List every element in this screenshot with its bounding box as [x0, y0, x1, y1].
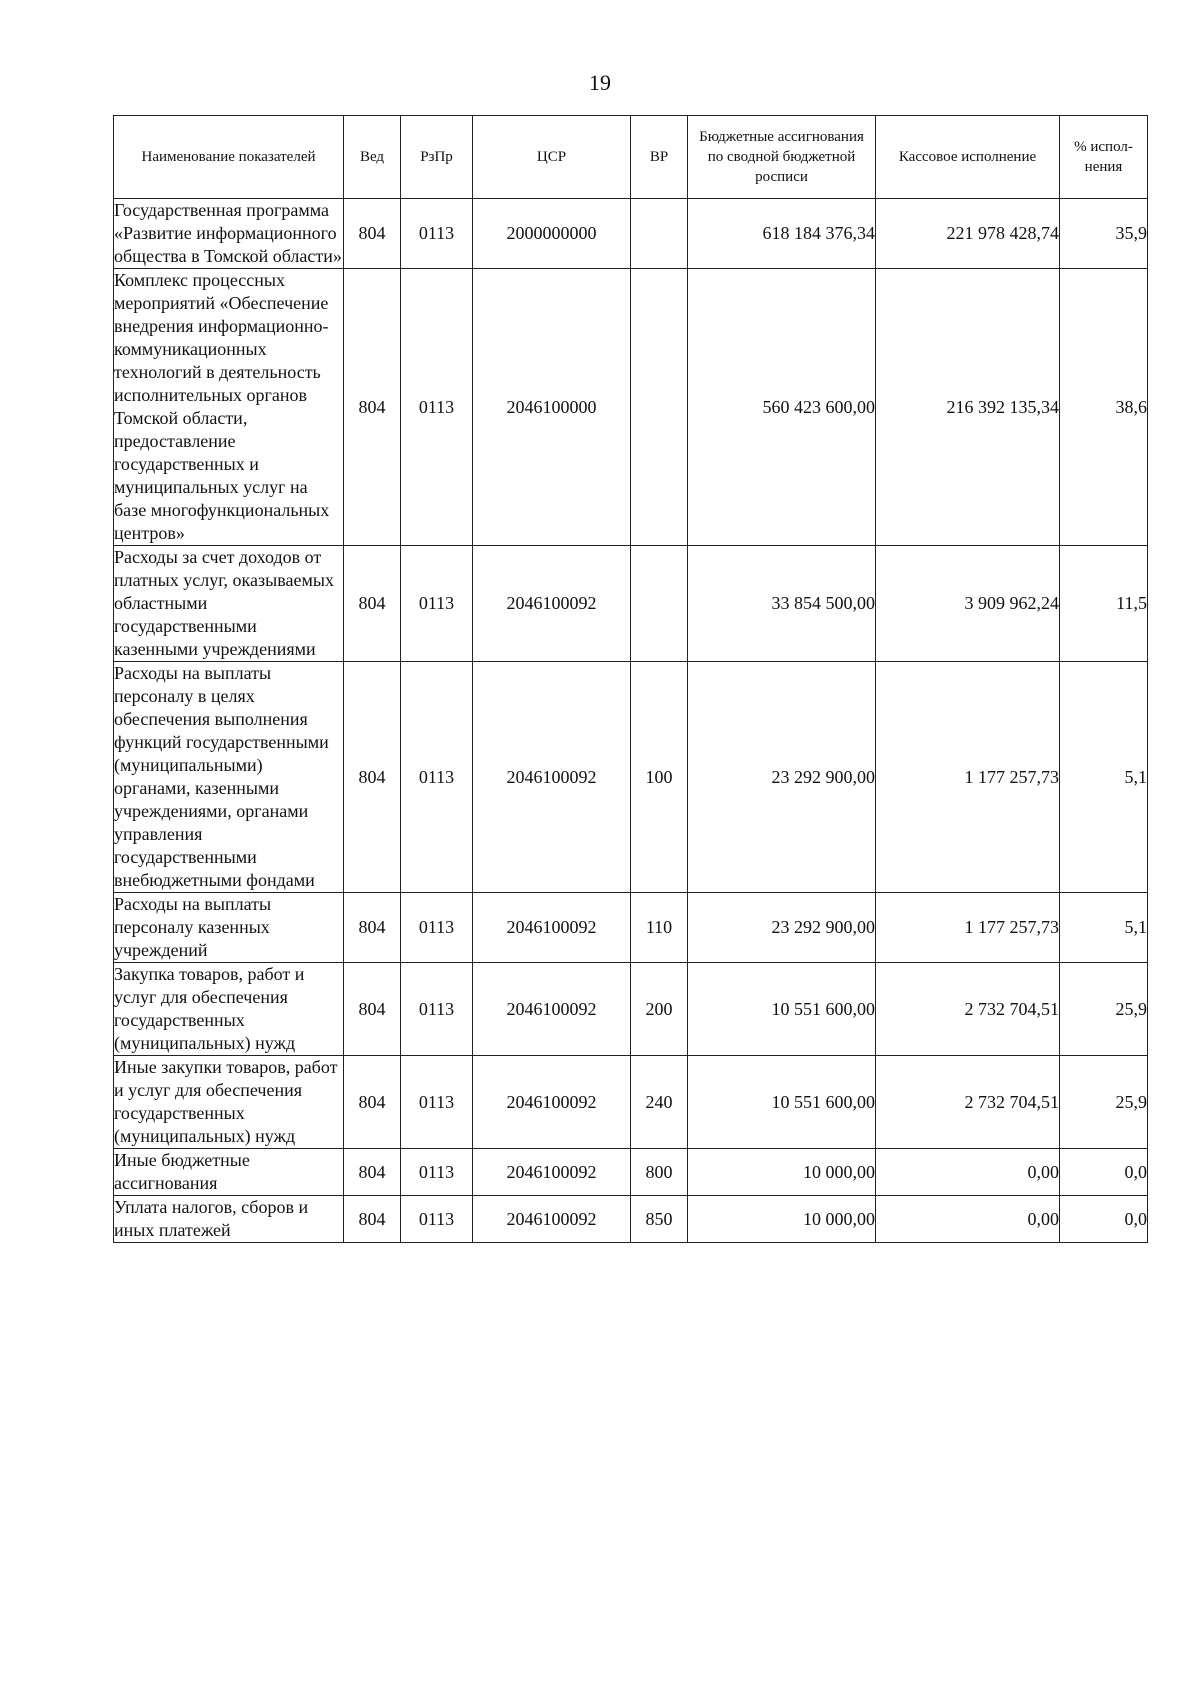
table-row [114, 1196, 1148, 1243]
row-name: Расходы на выплаты персоналу в целях обеспечения выполнения функций государственными (муниципальными) органами, казенными учреждениями, органами управления государственными внебюджетными фондами [114, 662, 344, 893]
page-number: 19 [589, 70, 611, 95]
row-ved: 804 [344, 546, 401, 662]
row-vr: 200 [631, 963, 688, 1056]
budget-execution-table [113, 115, 1148, 1243]
row-name: Уплата налогов, сборов и иных платежей [114, 1196, 344, 1243]
row-vr: 800 [631, 1149, 688, 1196]
row-rzpr: 0113 [401, 546, 473, 662]
row-percent: 25,9 [1060, 1056, 1148, 1149]
row-name: Иные закупки товаров, работ и услуг для обеспечения государственных (муниципальных) нужд [114, 1056, 344, 1149]
row-cash: 0,00 [876, 1196, 1060, 1243]
row-ved: 804 [344, 199, 401, 269]
row-ved: 804 [344, 963, 401, 1056]
table-row [114, 546, 1148, 662]
row-budget: 23 292 900,00 [688, 893, 876, 963]
row-csr: 2046100092 [473, 1149, 631, 1196]
row-vr: 110 [631, 893, 688, 963]
header-vr: ВР [631, 116, 688, 199]
row-vr [631, 546, 688, 662]
row-rzpr: 0113 [401, 1149, 473, 1196]
row-ved: 804 [344, 662, 401, 893]
row-rzpr: 0113 [401, 269, 473, 546]
row-budget: 10 551 600,00 [688, 963, 876, 1056]
table-row [114, 1149, 1148, 1196]
row-percent: 25,9 [1060, 963, 1148, 1056]
row-ved: 804 [344, 893, 401, 963]
row-cash: 221 978 428,74 [876, 199, 1060, 269]
row-rzpr: 0113 [401, 893, 473, 963]
row-budget: 10 551 600,00 [688, 1056, 876, 1149]
row-cash: 2 732 704,51 [876, 1056, 1060, 1149]
row-rzpr: 0113 [401, 662, 473, 893]
header-rzpr: РзПр [401, 116, 473, 199]
row-budget: 33 854 500,00 [688, 546, 876, 662]
row-csr: 2046100092 [473, 1056, 631, 1149]
row-percent: 5,1 [1060, 893, 1148, 963]
row-cash: 1 177 257,73 [876, 893, 1060, 963]
row-ved: 804 [344, 1149, 401, 1196]
row-vr: 850 [631, 1196, 688, 1243]
header-name: Наименование показателей [114, 116, 344, 199]
row-vr [631, 199, 688, 269]
row-name: Комплекс процессных мероприятий «Обеспечение внедрения информационно-коммуникационных технологий в деятельность исполнительных органов Томской области, предоставление государственных и муниципальных услуг на базе многофункциональных центров» [114, 269, 344, 546]
row-name: Расходы за счет доходов от платных услуг, оказываемых областными государственными казенными учреждениями [114, 546, 344, 662]
table-row [114, 269, 1148, 546]
row-csr: 2046100000 [473, 269, 631, 546]
row-percent: 5,1 [1060, 662, 1148, 893]
row-budget: 560 423 600,00 [688, 269, 876, 546]
header-cash: Кассовое исполнение [876, 116, 1060, 199]
row-ved: 804 [344, 269, 401, 546]
row-cash: 216 392 135,34 [876, 269, 1060, 546]
header-percent: % испол-нения [1060, 116, 1148, 199]
row-name: Закупка товаров, работ и услуг для обеспечения государственных (муниципальных) нужд [114, 963, 344, 1056]
row-name: Расходы на выплаты персоналу казенных учреждений [114, 893, 344, 963]
table-row [114, 1056, 1148, 1149]
row-csr: 2046100092 [473, 662, 631, 893]
row-percent: 0,0 [1060, 1196, 1148, 1243]
row-cash: 3 909 962,24 [876, 546, 1060, 662]
row-budget: 23 292 900,00 [688, 662, 876, 893]
row-csr: 2046100092 [473, 893, 631, 963]
row-percent: 11,5 [1060, 546, 1148, 662]
row-cash: 1 177 257,73 [876, 662, 1060, 893]
row-percent: 0,0 [1060, 1149, 1148, 1196]
row-budget: 10 000,00 [688, 1149, 876, 1196]
table-row [114, 199, 1148, 269]
row-csr: 2046100092 [473, 1196, 631, 1243]
row-csr: 2046100092 [473, 546, 631, 662]
row-budget: 618 184 376,34 [688, 199, 876, 269]
row-percent: 35,9 [1060, 199, 1148, 269]
row-budget: 10 000,00 [688, 1196, 876, 1243]
row-rzpr: 0113 [401, 199, 473, 269]
row-csr: 2046100092 [473, 963, 631, 1056]
table-row [114, 963, 1148, 1056]
row-name: Иные бюджетные ассигнования [114, 1149, 344, 1196]
header-csr: ЦСР [473, 116, 631, 199]
row-csr: 2000000000 [473, 199, 631, 269]
table-row [114, 893, 1148, 963]
row-rzpr: 0113 [401, 1056, 473, 1149]
row-percent: 38,6 [1060, 269, 1148, 546]
row-ved: 804 [344, 1056, 401, 1149]
row-cash: 0,00 [876, 1149, 1060, 1196]
row-rzpr: 0113 [401, 1196, 473, 1243]
row-vr [631, 269, 688, 546]
row-cash: 2 732 704,51 [876, 963, 1060, 1056]
table-header-row [114, 116, 1148, 199]
row-vr: 100 [631, 662, 688, 893]
row-ved: 804 [344, 1196, 401, 1243]
row-name: Государственная программа «Развитие информационного общества в Томской области» [114, 199, 344, 269]
table-row [114, 662, 1148, 893]
header-budget: Бюджетные ассигнования по сводной бюджетной росписи [688, 116, 876, 199]
row-vr: 240 [631, 1056, 688, 1149]
header-ved: Вед [344, 116, 401, 199]
row-rzpr: 0113 [401, 963, 473, 1056]
